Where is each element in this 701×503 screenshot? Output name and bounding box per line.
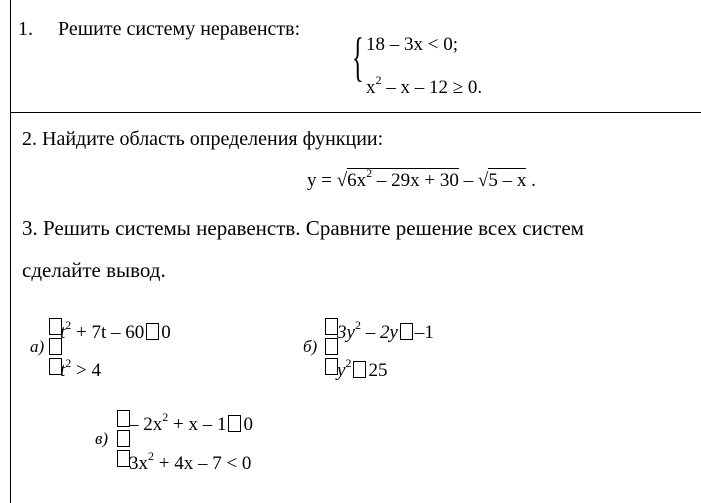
system-c-label: в) xyxy=(95,429,109,448)
task3-line1: 3. Решить системы неравенств. Сравните решение всех систем xyxy=(22,216,584,240)
system-a-row2: $t^2 > 4$ xyxy=(60,356,101,381)
system-b-row2: $y^2$ 25 xyxy=(337,356,388,381)
left-border-line xyxy=(10,0,11,503)
task1-brace: { xyxy=(352,27,364,87)
task1-text: Решите систему неравенств: xyxy=(58,18,301,40)
task2-text: 2. Найдите область определения функции: xyxy=(22,128,384,150)
system-a-row1: $t^2 + 7t - 60$ 0 xyxy=(60,318,171,343)
task1-line1: 18 – 3x < 0; xyxy=(366,34,458,55)
system-a-label: а) xyxy=(30,337,45,356)
task1-line2: $x^2 - x - 12 \ge 0$. xyxy=(366,73,483,98)
task1-number: 1. xyxy=(18,18,33,40)
system-c-row2: $3x^2 + 4x - 7 < 0$ xyxy=(129,449,252,474)
system-b-row1: $3y^2 - 2y$ –1 xyxy=(337,318,434,343)
system-c-row1: – $2x^2 + x - 1$ 0 xyxy=(129,410,253,435)
system-b-label: б) xyxy=(303,337,318,356)
section-divider xyxy=(10,112,701,113)
task2-formula: $y = √6x^2 - 29x + 30 - √5 - x$ . xyxy=(307,166,536,191)
task3-line2: сделайте вывод. xyxy=(22,258,166,282)
